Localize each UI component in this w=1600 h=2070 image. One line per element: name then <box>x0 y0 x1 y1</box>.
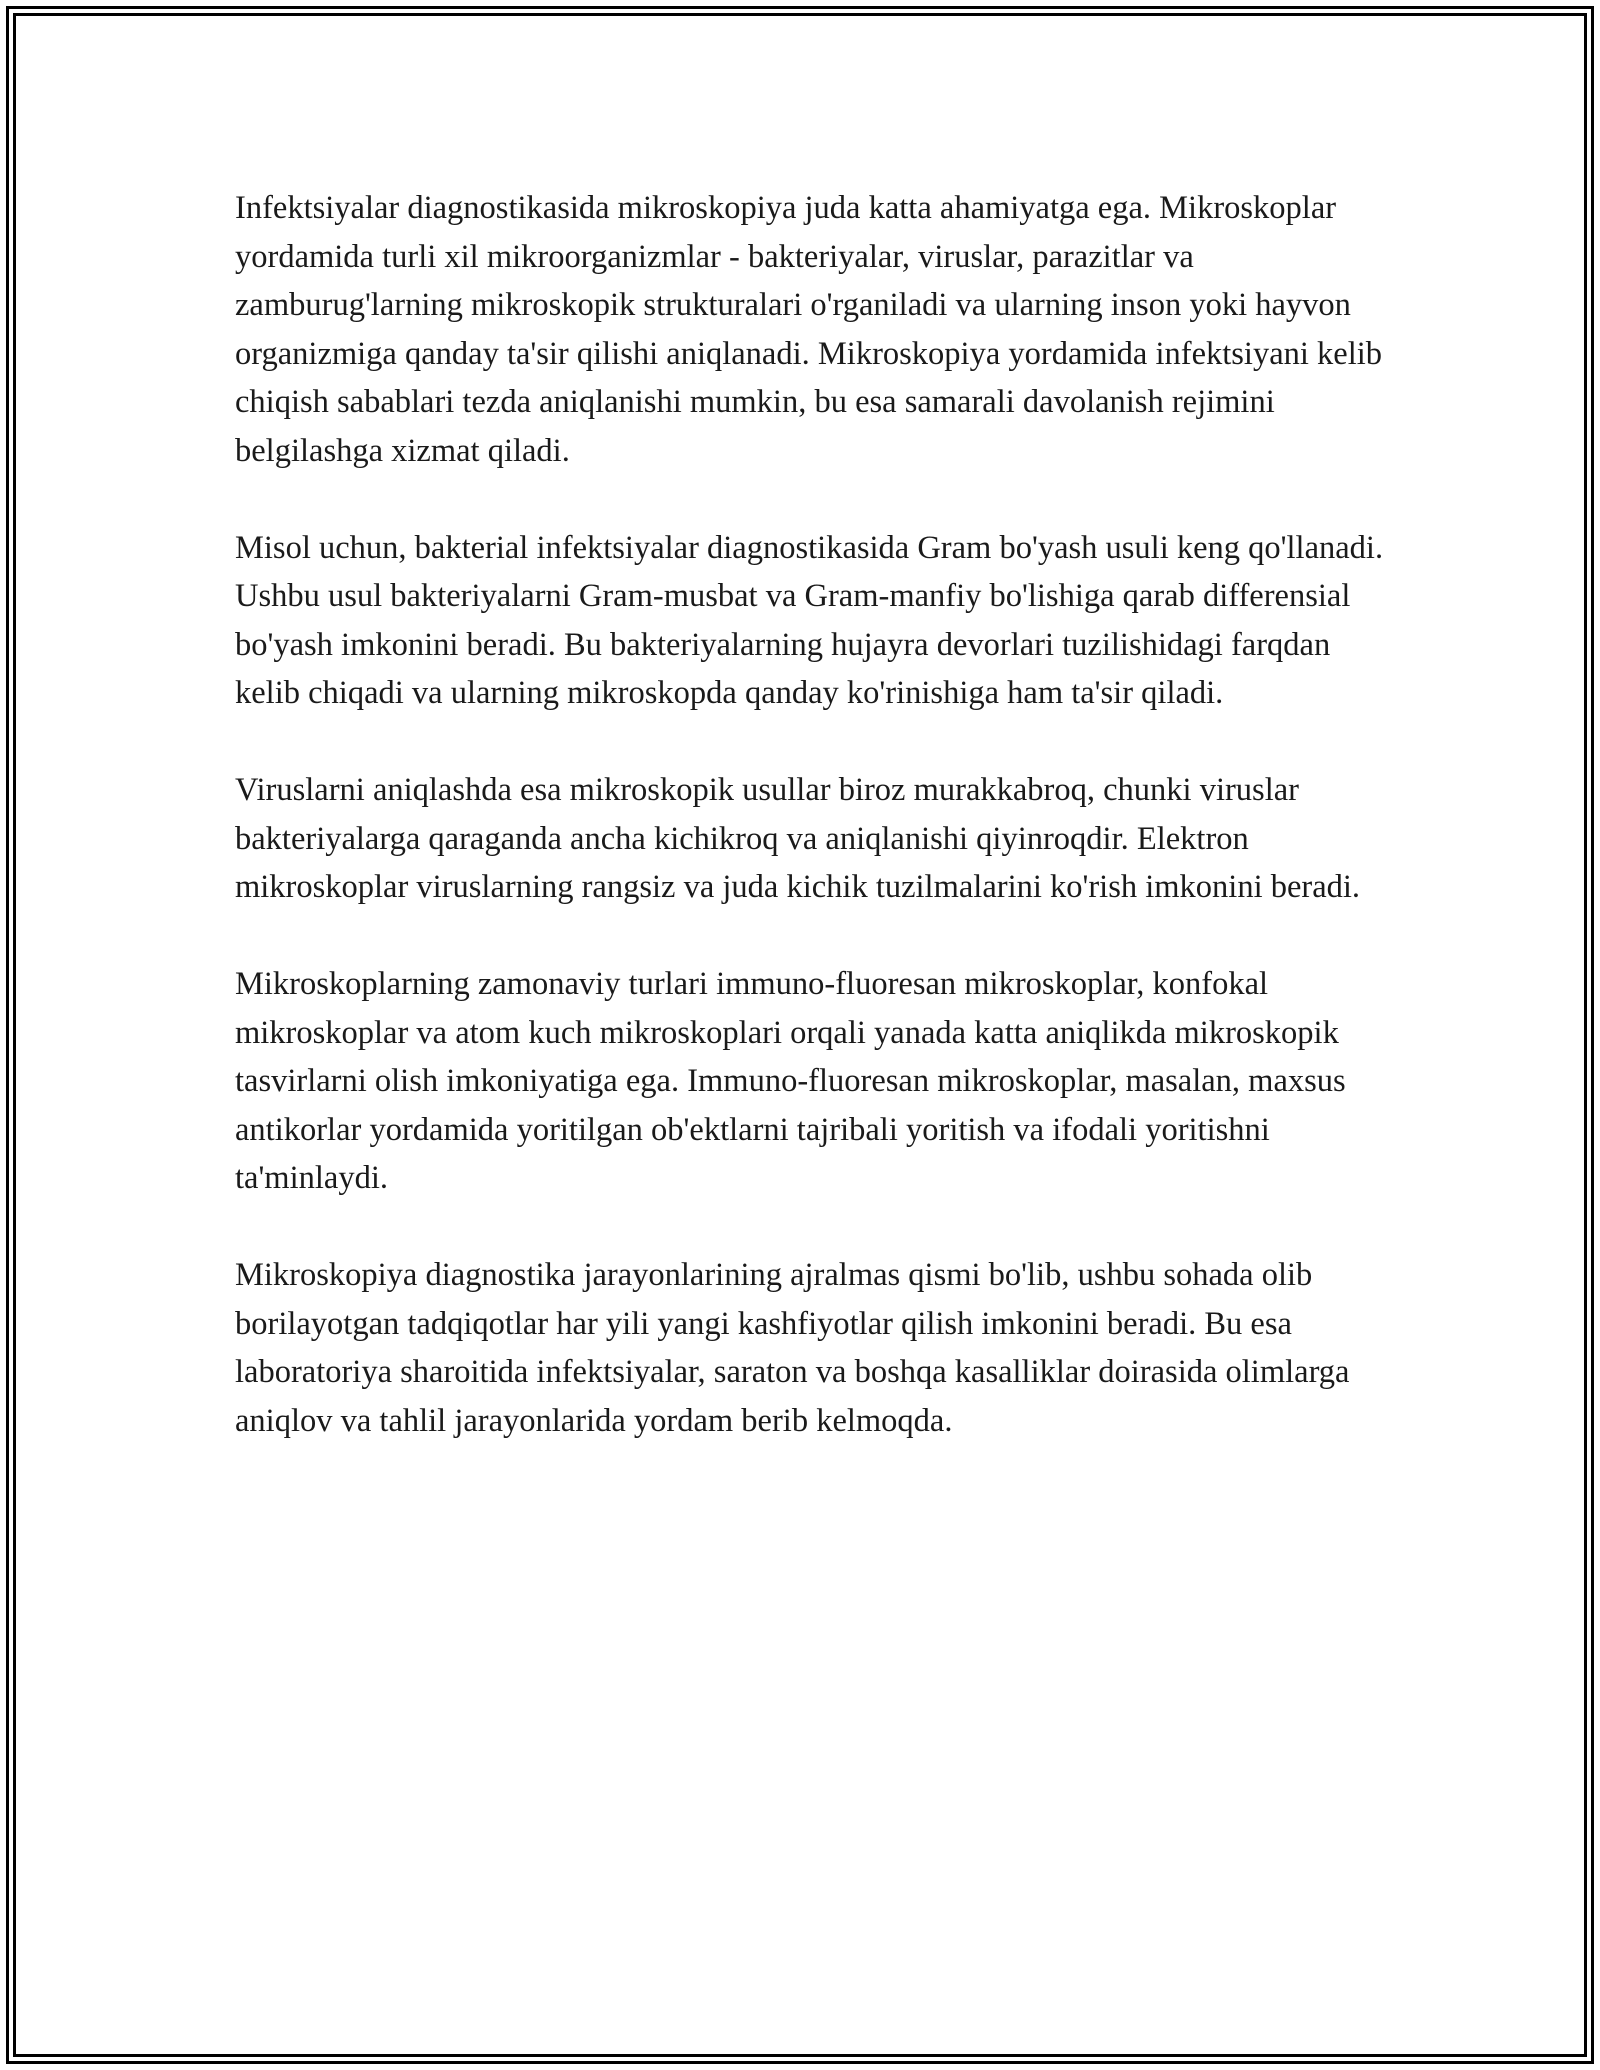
paragraph-3: Viruslarni aniqlashda esa mikroskopik usullar biroz murakkabroq, chunki viruslar bakteriyalarga qaraganda ancha kichikroq va aniqlanishi qiyinroqdir. Elektron mikroskoplar viruslarning rangsiz va juda kichik tuzilmalarini ko'rish imkonini beradi. <box>235 772 1361 905</box>
paragraph-4: Mikroskoplarning zamonaviy turlari immuno-fluoresan mikroskoplar, konfokal mikroskoplar va atom kuch mikroskoplari orqali yanada katta aniqlikda mikroskopik tasvirlarni olish imkoniyatiga ega. Immuno-fluoresan mikroskoplar, masalan, maxsus antikorlar yordamida yoritilgan ob'ektlarni tajribali yoritish va ifodali yoritishni ta'minlaydi. <box>235 966 1346 1196</box>
document-body <box>235 184 1385 1494</box>
paragraph-2: Misol uchun, bakterial infektsiyalar diagnostikasida Gram bo'yash usuli keng qo'llanadi. Ushbu usul bakteriyalarni Gram-musbat va Gram-manfiy bo'lishiga qarab differensial bo'yash imkonini beradi. Bu bakteriyalarning hujayra devorlari tuzilishidagi farqdan kelib chiqadi va ularning mikroskopda qanday ko'rinishiga ham ta'sir qiladi. <box>235 529 1384 711</box>
paragraph-5: Mikroskopiya diagnostika jarayonlarining ajralmas qismi bo'lib, ushbu sohada olib borilayotgan tadqiqotlar har yili yangi kashfiyotlar qilish imkonini beradi. Bu esa laboratoriya sharoitida infektsiyalar, saraton va boshqa kasalliklar doirasida olimlarga aniqlov va tahlil jarayonlarida yordam berib kelmoqda. <box>235 1257 1350 1439</box>
paragraph-1: Infektsiyalar diagnostikasida mikroskopiya juda katta ahamiyatga ega. Mikroskoplar yordamida turli xil mikroorganizmlar - bakteriyalar, viruslar, parazitlar va zamburug'larning mikroskopik strukturalari o'rganiladi va ularning inson yoki hayvon organizmiga qanday ta'sir qilishi aniqlanadi. Mikroskopiya yordamida infektsiyani kelib chiqish sabablari tezda aniqlanishi mumkin, bu esa samarali davolanish rejimini belgilashga xizmat qiladi. <box>235 190 1383 469</box>
